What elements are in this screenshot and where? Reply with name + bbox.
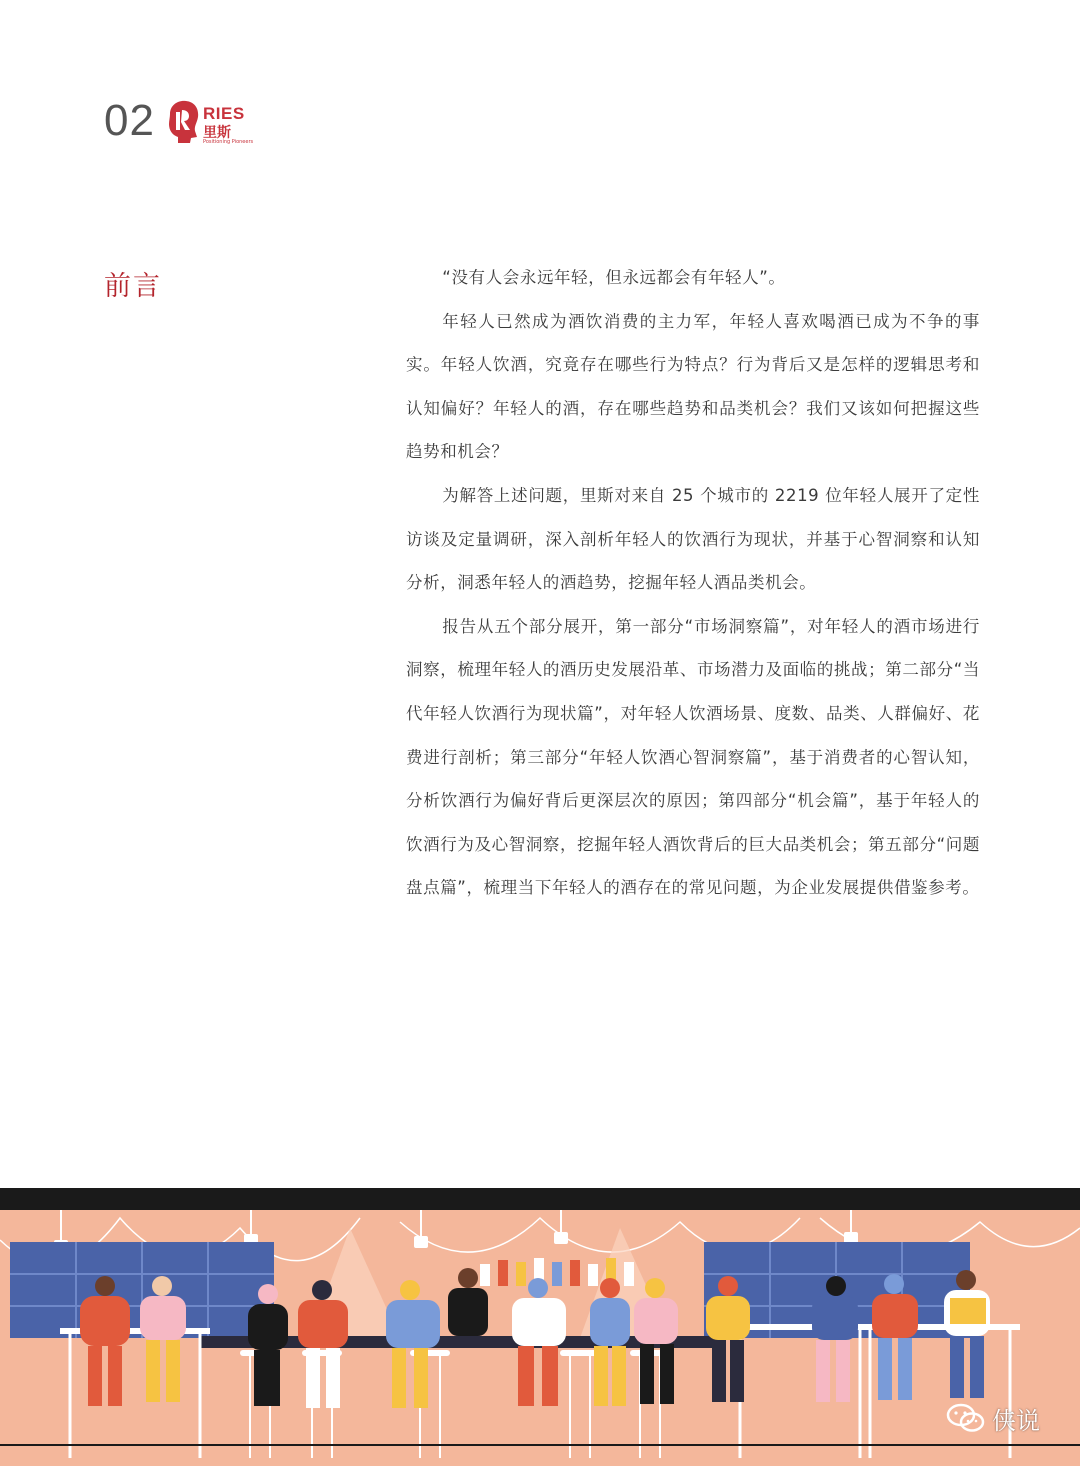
logo-tagline: Positioning Pioneers [203,139,254,145]
ries-logo [164,100,274,150]
paragraph-3: 为解答上述问题，里斯对来自 25 个城市的 2219 位年轻人展开了定性访谈及定量调研，深入剖析年轻人的饮酒行为现状，并基于心智洞察和认知分析，洞悉年轻人的酒趋势，挖掘年轻人酒品类机会。 [406,485,980,593]
paragraph-4: 报告从五个部分展开，第一部分“市场洞察篇”，对年轻人的酒市场进行洞察，梳理年轻人的酒历史发展沿革、市场潜力及面临的挑战；第二部分“当代年轻人饮酒行为现状篇”，对年轻人饮酒场景、度数、品类、人群偏好、花费进行剖析；第三部分“年轻人饮酒心智洞察篇”，基于消费者的心智认知，分析饮酒行为偏好背后更深层次的原因；第四部分“机会篇”，基于年轻人的饮酒行为及心智洞察，挖掘年轻人酒饮背后的巨大品类机会；第五部分“问题盘点篇”，梳理当下年轻人的酒存在的常见问题，为企业发展提供借鉴参考。 [406,616,980,898]
ries-head-logo-icon [164,100,200,144]
paragraph-2: 年轻人已然成为酒饮消费的主力军，年轻人喜欢喝酒已成为不争的事实。年轻人饮酒，究竟存在哪些行为特点？行为背后又是怎样的逻辑思考和认知偏好？年轻人的酒，存在哪些趋势和品类机会？我们又该如何把握这些趋势和机会？ [406,311,980,462]
page-number: 02 [104,96,155,145]
wechat-icon [946,1403,986,1433]
preface-body [406,256,980,910]
bar-scene-illustration [0,1188,1080,1466]
logo-text-cn: 里斯 [203,125,231,141]
paragraph-1: “没有人会永远年轻，但永远都会有年轻人”。 [442,268,786,287]
section-title: 前言 [104,271,162,302]
watermark-text: 侠说 [992,1406,1040,1435]
wechat-watermark [946,1400,1040,1436]
logo-text-en: RIES [203,104,245,123]
